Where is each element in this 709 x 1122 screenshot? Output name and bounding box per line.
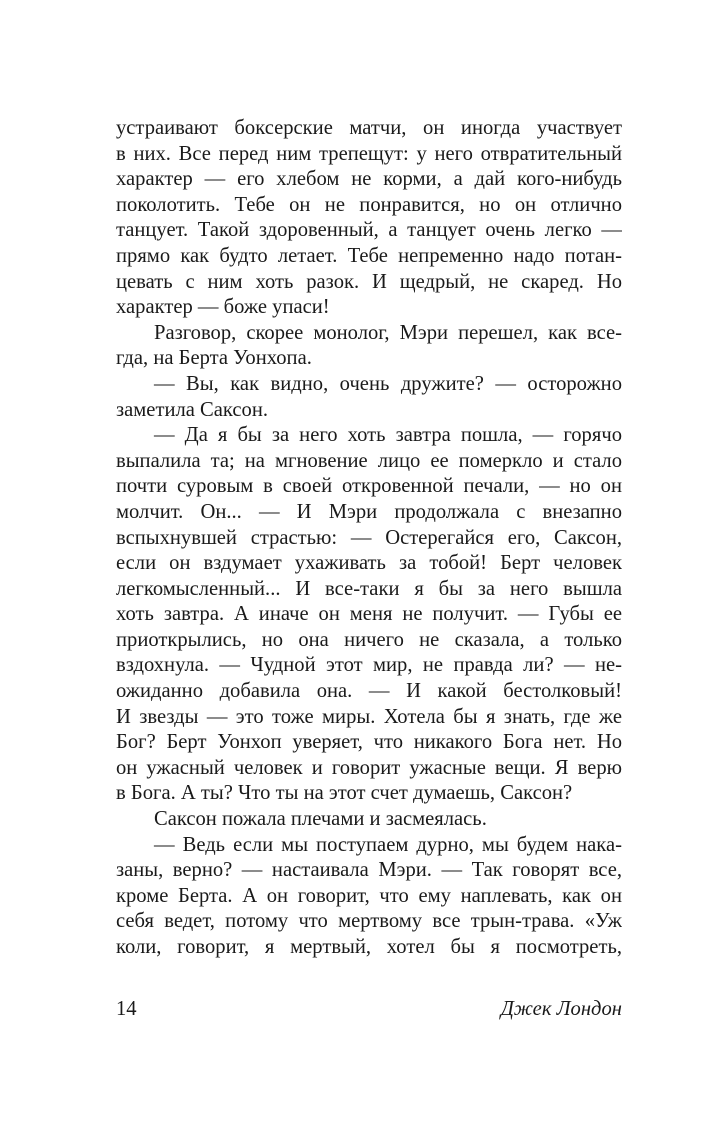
- text-line: вспыхнувшей страстью: — Остерегайся его, Саксон,: [116, 526, 622, 549]
- text-line: — Да я бы за него хоть завтра пошла, — горячо: [154, 424, 622, 447]
- text-line: И звезды — это тоже миры. Хотела бы я знать, где же: [116, 705, 622, 728]
- text-line: прямо как будто летает. Тебе непременно надо потан-: [116, 244, 622, 267]
- text-line: выпалила та; на мгновение лицо ее померкло и стало: [116, 449, 622, 472]
- body-text: [116, 116, 622, 961]
- text-line: танцует. Такой здоровенный, а танцует очень легко —: [116, 219, 622, 242]
- text-line: характер — его хлебом не корми, а дай кого-нибудь: [116, 168, 622, 191]
- text-line: вздохнула. — Чудной этот мир, не правда ли? — не-: [116, 654, 622, 677]
- text-line: легкомысленный... И все-таки я бы за него вышла: [116, 577, 622, 600]
- text-line: Саксон пожала плечами и засмеялась.: [154, 808, 487, 831]
- text-line: поколотить. Тебе он не понравится, но он отлично: [116, 193, 622, 216]
- text-line: в них. Все перед ним трепещут: у него отвратительный: [116, 142, 622, 165]
- text-line: коли, говорит, я мертвый, хотел бы я посмотреть,: [116, 936, 622, 958]
- running-title-author: Джек Лондон: [500, 998, 622, 1020]
- text-line: — Ведь если мы поступаем дурно, мы будем нака-: [154, 833, 622, 856]
- text-line: в Бога. А ты? Что ты на этот счет думаешь, Саксон?: [116, 782, 573, 805]
- text-line: цевать с ним хоть разок. И щедрый, не скаред. Но: [116, 270, 622, 293]
- page-number: 14: [116, 998, 137, 1020]
- text-line: почти суровым в своей откровенной печали, — но он: [116, 475, 622, 498]
- text-line: себя ведет, потому что мертвому все трын-трава. «Уж: [116, 910, 622, 933]
- text-line: Разговор, скорее монолог, Мэри перешел, как все-: [154, 321, 622, 344]
- text-line: заметила Саксон.: [116, 398, 269, 421]
- text-line: гда, на Берта Уонхопа.: [116, 347, 312, 370]
- text-line: — Вы, как видно, очень дружите? — осторожно: [154, 372, 622, 395]
- text-line: Бог? Берт Уонхоп уверяет, что никакого Бога нет. Но: [116, 731, 622, 754]
- text-line: молчит. Он... — И Мэри продолжала с внезапно: [116, 500, 622, 523]
- text-line: приоткрылись, но она ничего не сказала, а только: [116, 628, 622, 651]
- page-footer: [116, 996, 622, 1022]
- text-line: заны, верно? — настаивала Мэри. — Так говорят все,: [116, 859, 622, 882]
- text-line: кроме Берта. А он говорит, что ему наплевать, как он: [116, 884, 622, 907]
- text-line: если он вздумает ухаживать за тобой! Берт человек: [116, 552, 622, 575]
- text-line: он ужасный человек и говорит ужасные вещи. Я верю: [116, 756, 622, 779]
- text-line: характер — боже упаси!: [116, 296, 330, 319]
- text-line: ожиданно добавила она. — И какой бестолковый!: [116, 680, 622, 703]
- text-line: устраивают боксерские матчи, он иногда участвует: [116, 117, 622, 139]
- text-line: хоть завтра. А иначе он меня не получит. — Губы ее: [116, 603, 622, 626]
